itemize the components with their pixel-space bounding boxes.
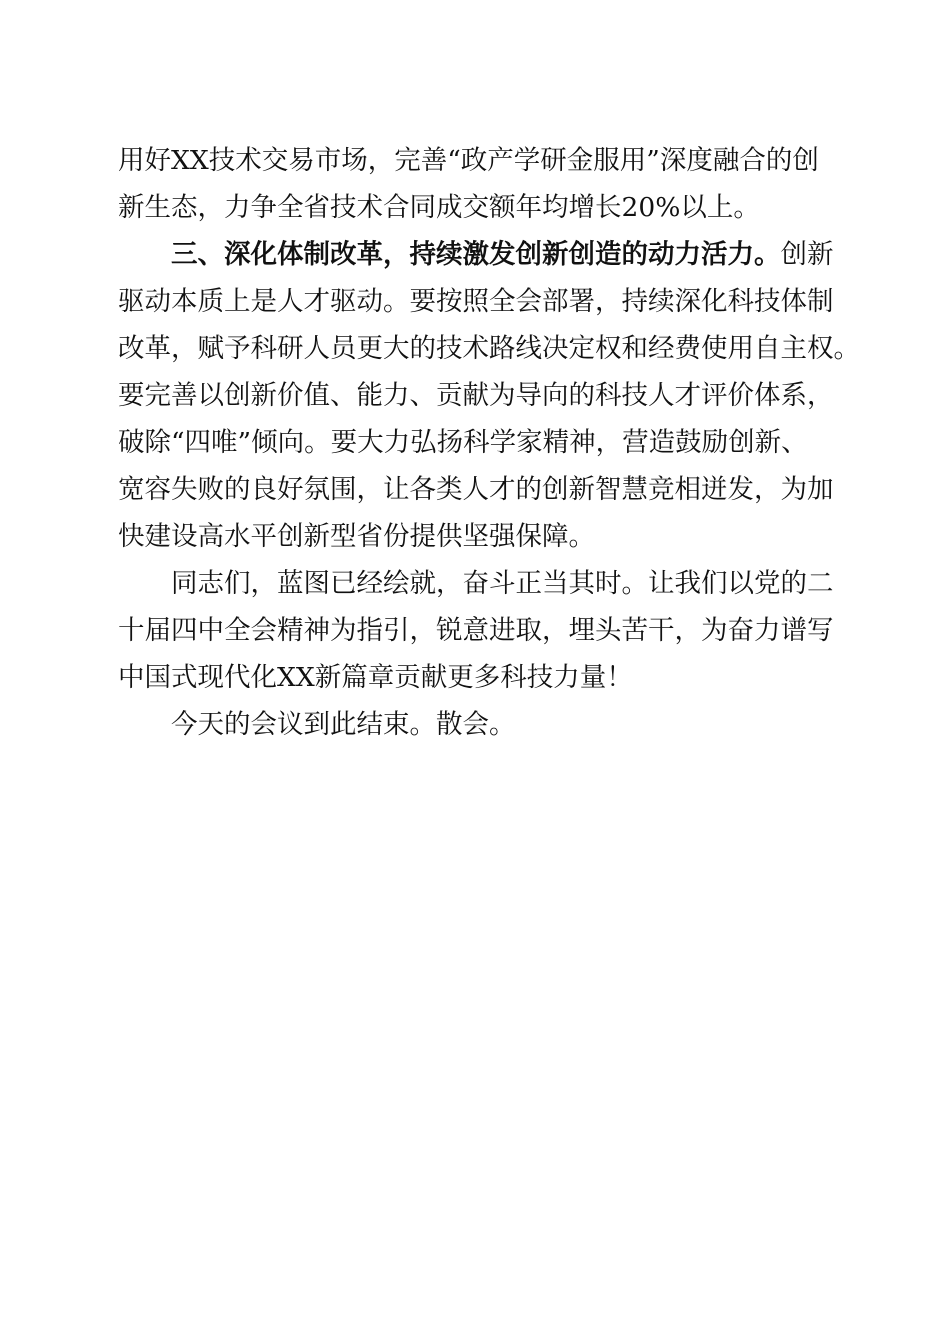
text-run: 创新 <box>780 239 834 270</box>
text-line: 驱动本质上是人才驱动。要按照全会部署，持续深化科技体制 <box>118 286 834 317</box>
text-line: 宽容失败的良好氛围，让各类人才的创新智慧竞相迸发，为加 <box>118 474 834 505</box>
text-line: 十届四中全会精神为指引，锐意进取，埋头苦干，为奋力谱写 <box>118 615 834 646</box>
text-line: 快建设高水平创新型省份提供坚强保障。 <box>118 521 595 552</box>
paragraph-adjournment <box>118 701 830 748</box>
paragraph-technology-market <box>118 137 830 231</box>
text-line: 破除“四唯”倾向。要大力弘扬科学家精神，营造鼓励创新、 <box>118 427 808 458</box>
text-line <box>118 231 834 278</box>
text-line: 同志们，蓝图已经绘就，奋斗正当其时。让我们以党的二 <box>171 568 834 599</box>
paragraph-closing-call <box>118 560 834 701</box>
section-heading: 三、深化体制改革，持续激发创新创造的动力活力。 <box>171 239 781 270</box>
text-line: 今天的会议到此结束。散会。 <box>171 709 516 740</box>
text-line: 用好XX技术交易市场，完善“政产学研金服用”深度融合的创 <box>118 145 819 176</box>
document-body <box>118 137 860 748</box>
text-line: 中国式现代化XX新篇章贡献更多科技力量！ <box>118 662 633 693</box>
text-line: 新生态，力争全省技术合同成交额年均增长20%以上。 <box>118 192 760 223</box>
text-line: 要完善以创新价值、能力、贡献为导向的科技人才评价体系， <box>118 380 834 411</box>
paragraph-institutional-reform <box>118 231 860 560</box>
text-line: 改革，赋予科研人员更大的技术路线决定权和经费使用自主权。 <box>118 333 860 364</box>
